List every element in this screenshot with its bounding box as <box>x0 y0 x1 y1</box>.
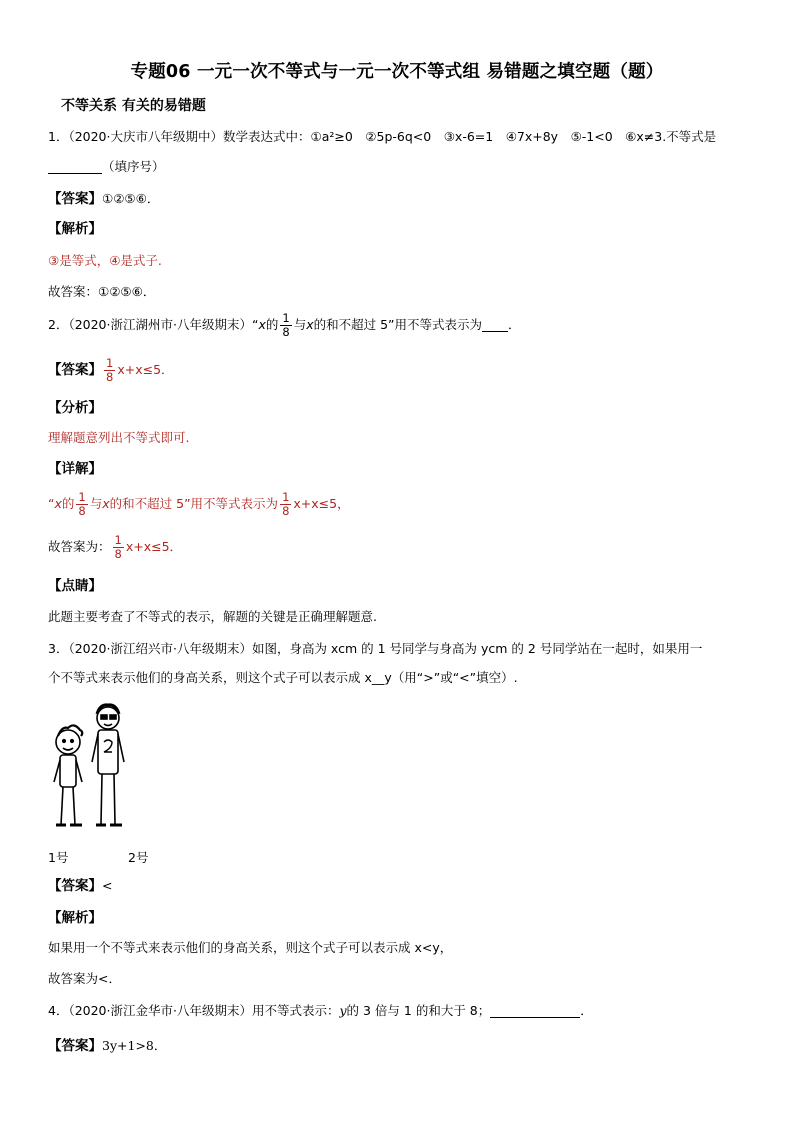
analysis-tag: 【分析】 <box>48 400 102 416</box>
student-1-drawing <box>54 725 82 825</box>
q2-stem-post: 的和不超过 5”用不等式表示为 <box>313 317 483 332</box>
q3-stem-line1: 3．（2020·浙江绍兴市·八年级期末）如图，身高为 xcm 的 1 号同学与身高为 ycm 的 2 号同学站在一起时，如果用一 <box>48 641 703 656</box>
answer-tag: 【答案】 <box>48 191 102 207</box>
q3-final: 故答案为<． <box>48 971 121 986</box>
answer-blank <box>48 159 102 174</box>
q2-stem-end: ． <box>508 317 521 332</box>
q2-var-x2: x <box>102 496 110 511</box>
q4-stem-end: ． <box>580 1003 593 1018</box>
fraction-one-eighth: $\frac{1}{8}$ <box>282 490 290 518</box>
student-2-drawing <box>92 705 124 825</box>
q3-analysis-text: 如果用一个不等式来表示他们的身高关系，则这个式子可以表示成 x<y， <box>48 940 453 955</box>
q4-answer <box>48 1037 166 1055</box>
q4-var-y: y <box>339 1003 347 1018</box>
analysis-tag: 【解析】 <box>48 910 102 926</box>
q1-stem-line2 <box>48 158 165 176</box>
q1-answer-text: ①②⑤⑥． <box>102 191 160 206</box>
answer-tag: 【答案】 <box>48 878 102 894</box>
q1-fill-hint: （填序号） <box>102 159 165 174</box>
q4-stem-post: 的 3 倍与 1 的和大于 8； <box>346 1003 491 1018</box>
section-heading: 不等关系 有关的易错题 <box>61 98 206 114</box>
q2-detail-tag-line <box>48 460 102 478</box>
q2-stem-mid: 与 <box>293 317 307 332</box>
q2-analysis-text: 理解题意列出不等式即可. <box>48 430 190 445</box>
q2-answer-text: x+x≤5． <box>117 362 174 377</box>
q1-analysis-tag <box>48 220 102 238</box>
fraction-one-eighth: $\frac{1}{8}$ <box>106 356 114 384</box>
answer-tag: 【答案】 <box>48 1038 102 1054</box>
q1-answer <box>48 190 159 208</box>
q2-stem-pre: 2．（2020·浙江湖州市·八年级期末）“ <box>48 317 259 332</box>
q2-comment-text: 此题主要考查了不等式的表示，解题的关键是正确理解题意. <box>48 609 377 624</box>
answer-tag: 【答案】 <box>48 362 102 378</box>
q1-final: 故答案：①②⑤⑥． <box>48 284 156 299</box>
q3-analysis-tag-line <box>48 909 102 927</box>
q2-detail-pre: “ <box>48 496 55 511</box>
q3-answer-text: < <box>102 878 113 893</box>
q2-detail-post: 的和不超过 5”用不等式表示为 <box>109 496 279 511</box>
figure-caption-2: 2号 <box>128 850 149 865</box>
q2-answer <box>48 356 174 384</box>
detail-tag: 【详解】 <box>48 461 102 477</box>
q3-stem-line2: 个不等式来表示他们的身高关系，则这个式子可以表示成 x__y（用“>”或“<”填空）. <box>48 670 518 685</box>
comment-tag: 【点睛】 <box>48 578 102 594</box>
q2-final-pre: 故答案为： <box>48 539 111 554</box>
analysis-tag: 【解析】 <box>48 221 102 237</box>
answer-blank <box>482 317 508 332</box>
q2-final <box>48 533 182 561</box>
q4-stem-pre: 4．（2020·浙江金华市·八年级期末）用不等式表示： <box>48 1003 340 1018</box>
fraction-one-eighth: $\frac{1}{8}$ <box>78 490 86 518</box>
q4-stem <box>48 1002 593 1020</box>
q2-final-tail: x+x≤5． <box>125 539 183 554</box>
answer-blank <box>490 1003 580 1018</box>
fraction-one-eighth: $\frac{1}{8}$ <box>282 311 290 339</box>
q2-detail-end: x+x≤5， <box>293 496 350 511</box>
fraction-one-eighth: $\frac{1}{8}$ <box>114 533 122 561</box>
q1-analysis-text: ③是等式，④是式子. <box>48 253 162 268</box>
students-height-figure <box>46 700 146 835</box>
q4-answer-text: 3y+1>8． <box>102 1038 167 1053</box>
page-title: 专题06 一元一次不等式与一元一次不等式组 易错题之填空题（题） <box>130 62 664 82</box>
q2-comment-tag-line <box>48 577 102 595</box>
q2-detail-of: 的 <box>61 496 75 511</box>
q2-stem-of: 的 <box>265 317 279 332</box>
q2-var-x: x <box>258 317 266 332</box>
q2-detail-mid: 与 <box>89 496 103 511</box>
figure-caption-1: 1号 <box>48 850 69 865</box>
q2-analysis-tag-line <box>48 399 102 417</box>
q2-stem <box>48 311 521 339</box>
q1-stem-line1: 1．（2020·大庆市八年级期中）数学表达式中：①a²≥0 ②5p-6q<0 ③x-6=1 ④7x+8y ⑤-1<0 ⑥x≠3.不等式是 <box>48 129 717 144</box>
q2-var-x: x <box>54 496 62 511</box>
q2-detail-text <box>48 490 350 518</box>
q3-answer <box>48 877 112 895</box>
q2-var-x2: x <box>306 317 314 332</box>
